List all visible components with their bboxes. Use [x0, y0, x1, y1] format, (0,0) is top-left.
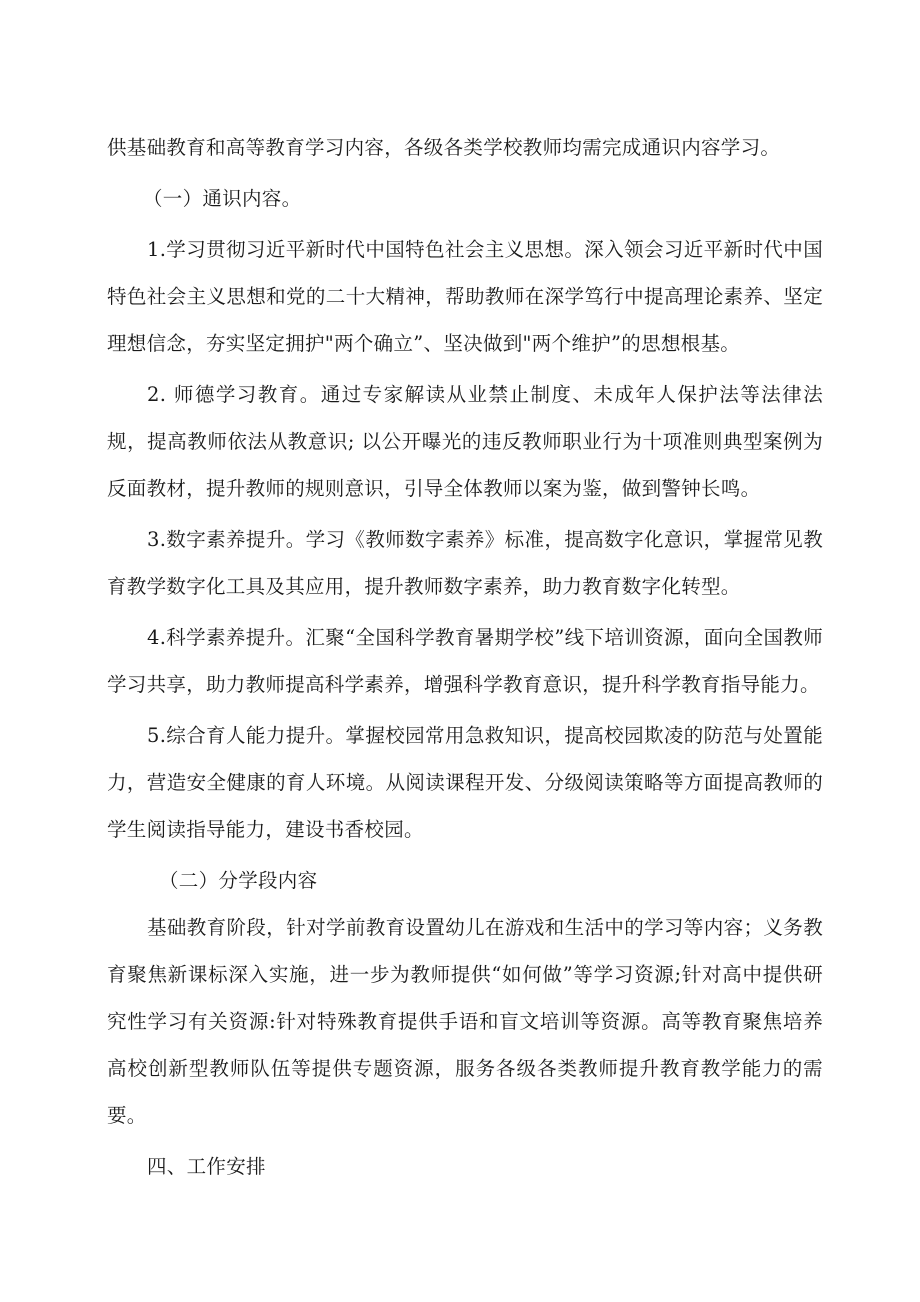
- paragraph-stage-detail: 基础教育阶段，针对学前教育设置幼儿在游戏和生活中的学习等内容；义务教育聚焦新课标深入实施，进一步为教师提供“如何做”等学习资源;针对高中提供研究性学习有关资源:针对特殊教育提供手语和盲文培训等资源。高等教育聚焦培养高校创新型教师队伍等提供专题资源，服务各级各类教师提升教育教学能力的需要。: [107, 916, 823, 1127]
- paragraph-item-3: 3.数字素养提升。学习《教师数字素养》标准，提高数字化意识，掌握常见教育教学数字化工具及其应用，提升教师数字素养，助力教育数字化转型。: [107, 528, 823, 598]
- paragraph-item-5: 5.综合育人能力提升。掌握校园常用急救知识，提高校园欺凌的防范与处置能力，营造安全健康的育人环境。从阅读课程开发、分级阅读策略等方面提高教师的学生阅读指导能力，建设书香校园。: [107, 724, 823, 841]
- paragraph-item-2: 2. 师德学习教育。通过专家解读从业禁止制度、未成年人保护法等法律法规，提高教师依法从教意识; 以公开曝光的违反教师职业行为十项准则典型案例为反面教材，提升教师的规则意识，引导全体教师以案为鉴，做到警钟长鸣。: [107, 383, 823, 500]
- section-heading-general-content: （一）通识内容。: [143, 187, 302, 210]
- section-heading-work-arrangement: 四、工作安排: [147, 1155, 266, 1178]
- section-heading-stage-content: （二）分学段内容: [159, 869, 318, 892]
- paragraph-item-1: 1.学习贯彻习近平新时代中国特色社会主义思想。深入领会习近平新时代中国特色社会主义思想和党的二十大精神，帮助教师在深学笃行中提高理论素养、坚定理想信念，夯实坚定拥护"两个确立”、坚决做到"两个维护”的思想根基。: [107, 238, 823, 355]
- paragraph-intro-continuation: 供基础教育和高等教育学习内容，各级各类学校教师均需完成通识内容学习。: [107, 136, 781, 159]
- paragraph-item-4: 4.科学素养提升。汇聚“全国科学教育暑期学校”线下培训资源，面向全国教师学习共享，助力教师提高科学素养，增强科学教育意识，提升科学教育指导能力。: [107, 626, 823, 696]
- document-body: [107, 124, 823, 1190]
